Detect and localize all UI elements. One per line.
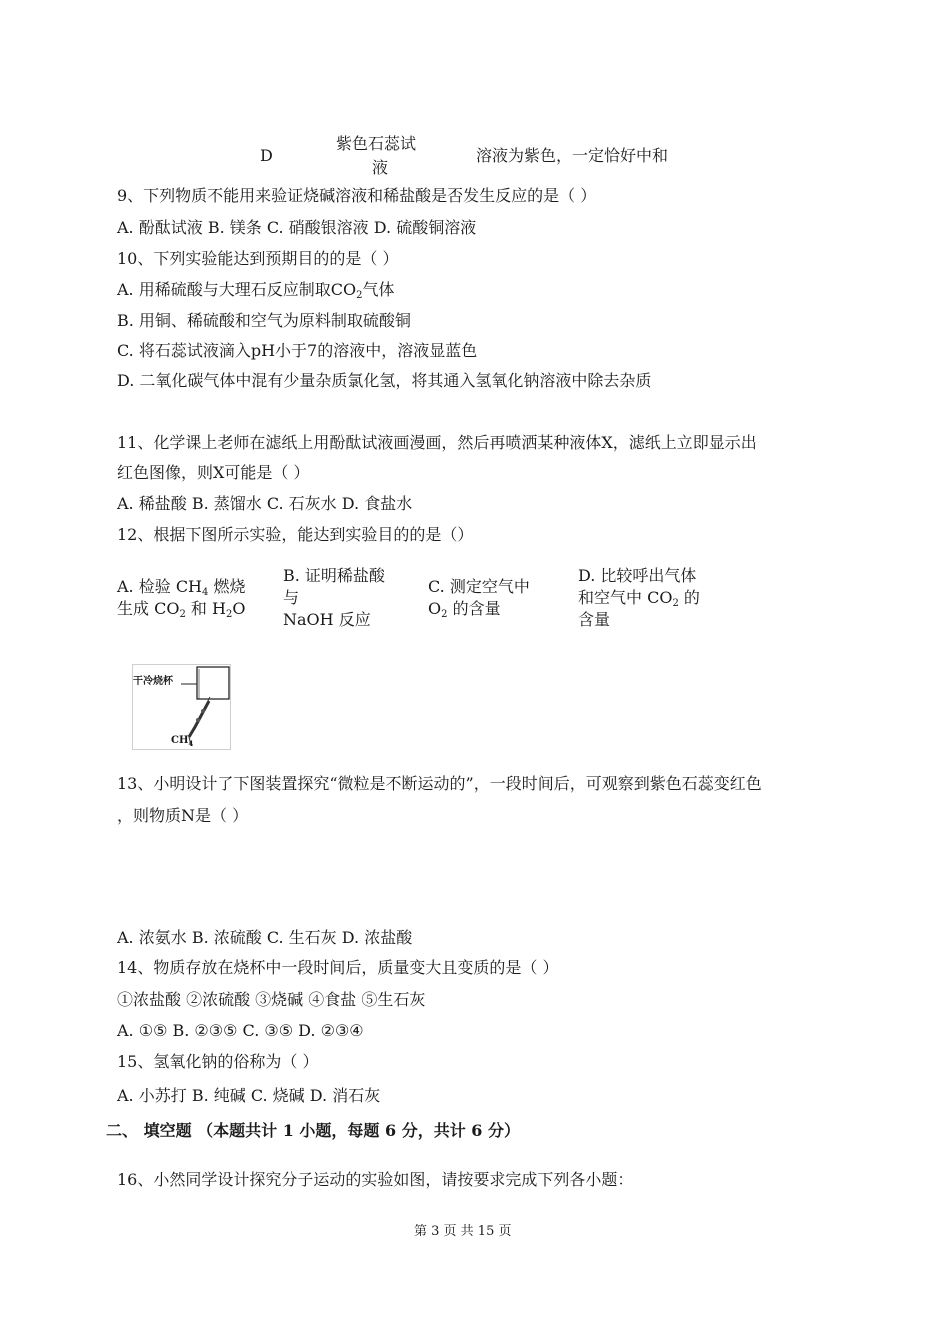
q10-option-a: A. 用稀硫酸与大理石反应制取$CO_2$气体 bbox=[117, 280, 395, 301]
q13-stem-line2: ，则物质N是（ ） bbox=[117, 806, 249, 825]
q14-items: ①浓盐酸 ②浓硫酸 ③烧碱 ④食盐 ⑤生石灰 bbox=[117, 990, 426, 1009]
figure-label-ch4: $CH_4$ bbox=[171, 735, 194, 748]
table-row-d-option: D bbox=[260, 146, 273, 165]
q10-option-c: C. 将石蕊试液滴入pH小于7的溶液中，溶液显蓝色 bbox=[117, 341, 478, 360]
q10-option-b: B. 用铜、稀硫酸和空气为原料制取硫酸铜 bbox=[117, 311, 411, 330]
q11-options: A. 稀盐酸 B. 蒸馏水 C. 石灰水 D. 食盐水 bbox=[117, 494, 413, 513]
q12-stem: 12、根据下图所示实验，能达到实验目的的是（） bbox=[117, 525, 474, 544]
q9-stem: 9、下列物质不能用来验证烧碱溶液和稀盐酸是否发生反应的是（ ） bbox=[117, 186, 597, 205]
table-row-d-reagent-line2: 液 bbox=[372, 158, 389, 177]
q15-stem: 15、氢氧化钠的俗称为（ ） bbox=[117, 1052, 319, 1071]
q14-stem: 14、物质存放在烧杯中一段时间后，质量变大且变质的是（ ） bbox=[117, 958, 559, 977]
q15-options: A. 小苏打 B. 纯碱 C. 烧碱 D. 消石灰 bbox=[117, 1086, 381, 1105]
q12-option-b: B. 证明稀盐酸 与 NaOH 反应 bbox=[283, 566, 385, 629]
q12-figure-a bbox=[132, 664, 231, 750]
q10-stem: 10、下列实验能达到预期目的的是（ ） bbox=[117, 249, 399, 268]
q10-option-d: D. 二氧化碳气体中混有少量杂质氯化氢，将其通入氢氧化钠溶液中除去杂质 bbox=[117, 371, 652, 390]
q12-option-a: A. 检验 $CH_4$ 燃烧 生成 $CO_2$ 和 $H_2O$ bbox=[117, 577, 246, 620]
q11-stem-line1: 11、化学课上老师在滤纸上用酚酞试液画漫画，然后再喷洒某种液体X，滤纸上立即显示出 bbox=[117, 433, 757, 452]
q13-stem-line1: 13、小明设计了下图装置探究“微粒是不断运动的”，一段时间后，可观察到紫色石蕊变红色 bbox=[117, 774, 762, 793]
page-footer: 第 3 页 共 15 页 bbox=[414, 1224, 512, 1239]
q13-options: A. 浓氨水 B. 浓硫酸 C. 生石灰 D. 浓盐酸 bbox=[117, 928, 413, 947]
q16-stem: 16、小然同学设计探究分子运动的实验如图，请按要求完成下列各小题： bbox=[117, 1170, 634, 1189]
section2-heading: 二、 填空题 （本题共计 1 小题，每题 6 分，共计 6 分） bbox=[106, 1121, 520, 1140]
figure-label-dry-cold-beaker: 干冷烧杯 bbox=[133, 676, 173, 687]
q9-options: A. 酚酞试液 B. 镁条 C. 硝酸银溶液 D. 硫酸铜溶液 bbox=[117, 218, 477, 237]
q11-stem-line2: 红色图像，则X可能是（ ） bbox=[117, 463, 310, 482]
table-row-d-reagent-line1: 紫色石蕊试 bbox=[336, 134, 417, 153]
q12-option-d: D. 比较呼出气体 和空气中 $CO_2$ 的 含量 bbox=[578, 566, 700, 629]
table-row-d-result: 溶液为紫色，一定恰好中和 bbox=[476, 146, 669, 165]
q12-option-c: C. 测定空气中 $O_2$ 的含量 bbox=[428, 577, 530, 620]
q14-options: A. ①⑤ B. ②③⑤ C. ③⑤ D. ②③④ bbox=[117, 1021, 364, 1040]
